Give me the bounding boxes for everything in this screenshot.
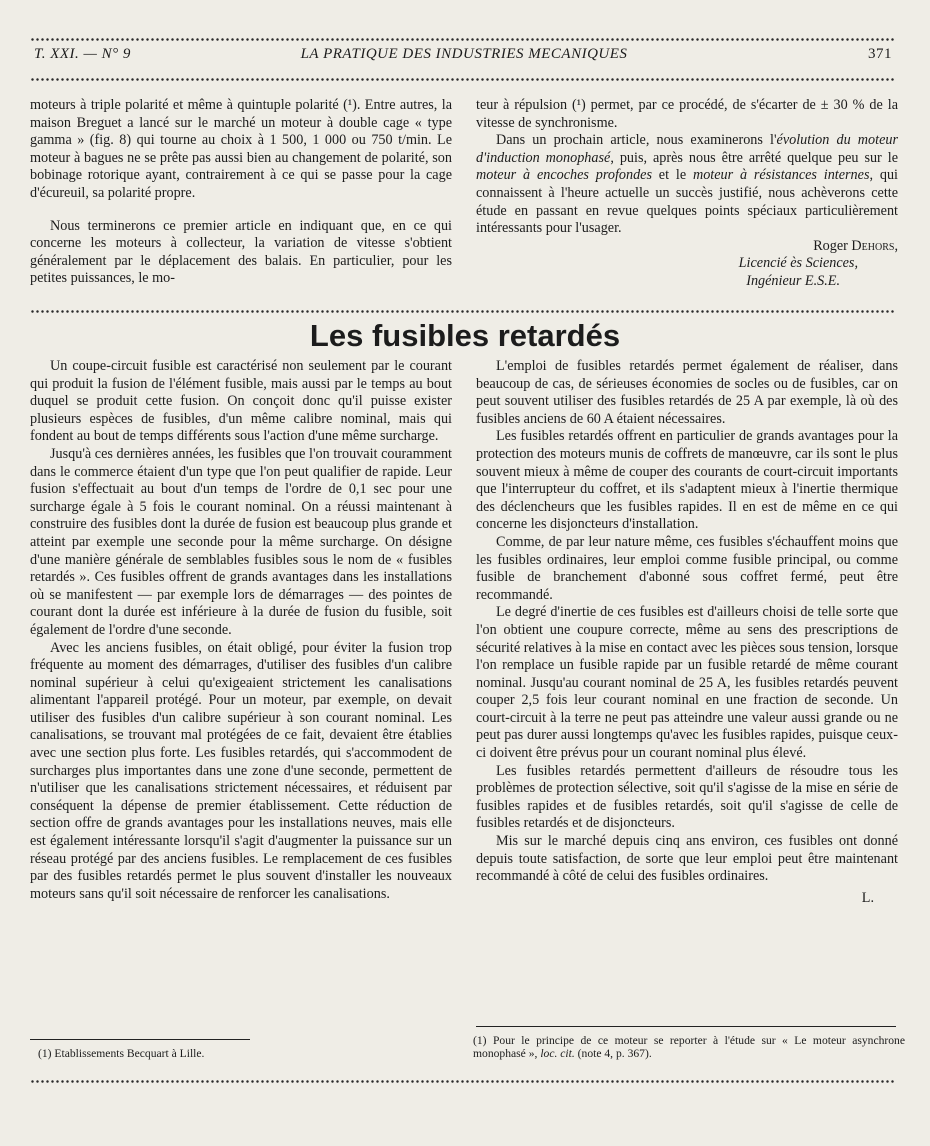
paragraph: Un coupe-circuit fusible est caractérisé non seulement par le courant qui produit la fusion de l'élément fusible, mais aussi par le temps au bout duquel se produit cette fusion. On conçoit donc qu'il puisse exister plusieurs espèces de fusibles, d'un même calibre nominal, mais qui fondent au bout de temps différents sous l'action d'une même surcharge.	[30, 358, 452, 445]
text-run: , puis, après nous être arrêté quelque peu sur le	[610, 149, 898, 166]
paragraph	[476, 132, 898, 238]
article-left-column	[30, 358, 452, 903]
author-initial: L.	[861, 889, 874, 906]
footnote-text: (1) Pour le principe de ce moteur se reporter à l'étude sur « Le moteur asynchrone monophasé »,	[473, 1034, 905, 1061]
text-run: , qui connaissent à l'heure actuelle un succès justifié, nous achèverons cette étude en passant en revue quelques points spéciaux particulièrement intéressants pour l'usager.	[476, 167, 898, 237]
paragraph: teur à répulsion (¹) permet, par ce procédé, de s'écarter de ± 30 % de la vitesse de synchronisme.	[476, 97, 898, 131]
footnote-citation: loc. cit.	[540, 1047, 575, 1061]
paragraph: Nous terminerons ce premier article en indiquant que, en ce qui concerne les moteurs à collecteur, la variation de vitesse s'obtient généralement par le déplacement des balais. En particulier, pour les petites puissances, le mo-	[30, 217, 452, 287]
article-right-column	[476, 358, 898, 907]
header-bottom-rule	[30, 78, 896, 81]
paragraph: Mis sur le marché depuis cinq ans environ, ces fusibles ont donné depuis toute satisfaction, de sorte que leur emploi peut être maintenant recommandé à côté de celui des fusibles ordinaires.	[476, 833, 898, 885]
footnote-left: (1) Etablissements Becquart à Lille.	[38, 1047, 205, 1060]
text-run: Dans un prochain article, nous examinerons l'	[496, 132, 777, 149]
paragraph: Jusqu'à ces dernières années, les fusibles que l'on trouvait couramment dans le commerce étaient d'un type que l'on peut qualifier de rapide. Leur fusion s'effectuait au bout d'un temps de l'ordre de 0,1 sec pour une surcharge égale à 5 fois le courant nominal. On a réussi maintenant à construire des fusibles dont la durée de fusion est beaucoup plus grande et atteint par exemple une seconde pour la même surcharge. On désigne d'une manière générale de semblables fusibles sous le nom de « fusibles retardés ». Ces fusibles offrent de grands avantages dans les installations où se manifestent — par exemple lors de démarrages — des pointes de courant dont la durée est inférieure à la durée de fusion du fusible, soit également de l'ordre d'une seconde.	[30, 445, 452, 638]
author-title: Ingénieur E.S.E.	[746, 272, 840, 289]
italic-run: moteur à résistances internes	[692, 167, 870, 184]
volume-issue: T. XXI. — N° 9	[34, 46, 131, 62]
author-signature	[476, 238, 898, 291]
paragraph: Comme, de par leur nature même, ces fusibles s'échauffent moins que les fusibles ordinaires, leur emploi comme fusible principal, ou comme fusible de branchement d'abonné sous coffret fermé, peut être recommandé.	[476, 533, 898, 603]
paragraph: Les fusibles retardés offrent en particulier de grands avantages pour la protection des moteurs munis de coffrets de manœuvre, car ils sont le plus souvent mieux à même de couper des courants de court-circuit importants que l'interrupteur du coffret, et ils s'adaptent mieux à l'inertie thermique des déclencheurs que les fusibles rapides. Il en est de même en ce qui concerne les disjoncteurs d'installation.	[476, 428, 898, 533]
italic-run: évolution du moteur d'induction monophasé	[476, 132, 898, 166]
author-name: Roger Dehors,	[813, 237, 898, 254]
header-top-rule	[30, 38, 896, 41]
page-number: 371	[868, 46, 892, 62]
footnote-right	[473, 1034, 905, 1061]
text-run: et le	[651, 167, 693, 184]
author-degree: Licencié ès Sciences,	[738, 255, 858, 272]
article-title: Les fusibles retardés	[309, 318, 621, 353]
paragraph: Les fusibles retardés permettent d'ailleurs de résoudre tous les problèmes de protection sélective, soit qu'il s'agisse de la mise en série de fusibles rapides et de fusibles retardés, soit qu'il s'agisse de celle de fusibles retardés et de disjoncteurs.	[476, 762, 898, 832]
paragraph: L'emploi de fusibles retardés permet également de réaliser, dans beaucoup de cas, de sérieuses économies de socles ou de fusibles, car on peut souvent utiliser des fusibles retardés de 25 A par exemple, là où des fusibles anciens de 60 A étaient nécessaires.	[476, 358, 898, 427]
previous-article-right-column	[476, 97, 898, 291]
paragraph: moteurs à triple polarité et même à quintuple polarité (¹). Entre autres, la maison Breguet a lancé sur le marché un moteur à double cage « type gamma » (fig. 8) qui tourne au choix à 1 500, 1 000 ou 750 t/min. Le moteur à bagues ne se prête pas aussi bien au changement de polarité, son bobinage rotorique ayant, contrairement à ce qui se passe pour la cage d'écureuil, sa polarité propre.	[30, 97, 452, 201]
journal-title: LA PRATIQUE DES INDUSTRIES MECANIQUES	[300, 46, 628, 62]
paragraph: Avec les anciens fusibles, on était obligé, pour éviter la fusion trop fréquente au moment des démarrages, d'utiliser des fusibles d'un calibre nominal supérieur à celui qu'exigeaient strictement les canalisations alimentant l'appareil protégé. Pour un moteur, par exemple, on devait utiliser des fusibles d'un calibre supérieur à son courant nominal. Les canalisations, se trouvant mal protégées de ce fait, devaient être établies avec une section plus forte. Les fusibles retardés, qui s'accommodent de surcharges plus importantes dans une zone d'une seconde, permettent de n'utiliser que les canalisations strictement nécessaires, et réduisent par conséquent la dépense de premier établissement. Cette réduction de section offre de grands avantages pour les installations neuves, mais elle est également intéressante lorsqu'il s'agit d'augmenter la puissance sur un réseau protégé par des anciens fusibles. Le remplacement de ces fusibles par des fusibles retardés permet le plus souvent d'installer les nouveaux moteurs sans qu'il soit nécessaire de renforcer les canalisations.	[30, 639, 452, 902]
running-header	[34, 46, 894, 70]
footer-rule	[30, 1080, 896, 1083]
footnote-text: (note 4, p. 367).	[574, 1047, 652, 1061]
previous-article-left-column	[30, 97, 452, 288]
footnote-rule-left	[30, 1039, 250, 1040]
paragraph: Le degré d'inertie de ces fusibles est d'ailleurs choisi de telle sorte que l'on obtient une coupure correcte, même au sens des prescriptions de sécurité relatives à la mise en contact avec les pièces sous tension, lorsque l'on remplace un fusible rapide par un fusible retardé de même courant nominal. Jusqu'au courant nominal de 25 A, les fusibles retardés peuvent couper 2,5 fois leur courant nominal en une fraction de seconde. Un court-circuit à la terre ne peut pas atteindre une valeur aussi grande ou ne peut pas durer aussi longtemps qu'avec les fusibles rapides, puisque ceux-ci doivent être prévus pour un courant nominal plus élevé.	[476, 604, 898, 762]
italic-run: moteur à encoches profondes	[476, 167, 652, 184]
section-divider-rule	[30, 310, 896, 313]
footnote-rule-right	[476, 1026, 896, 1027]
